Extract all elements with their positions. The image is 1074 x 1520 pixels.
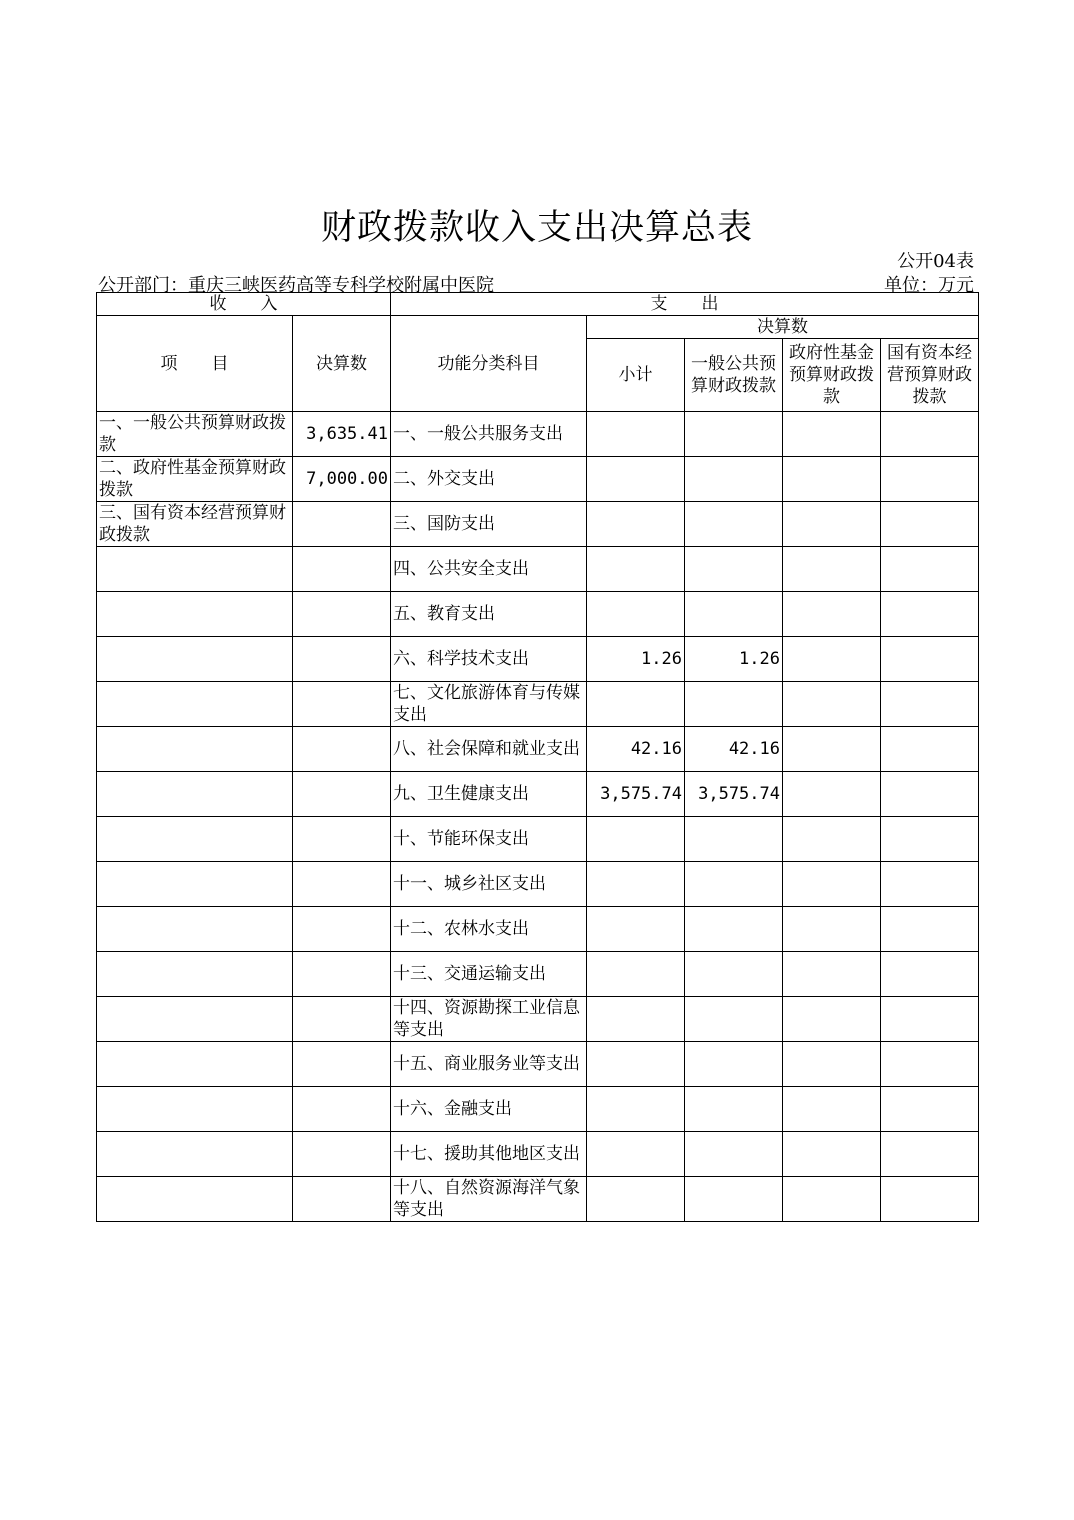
subtotal-cell: 42.16 xyxy=(587,727,685,772)
income-item-cell xyxy=(97,682,293,727)
subtotal-cell xyxy=(587,412,685,457)
category-cell: 十、节能环保支出 xyxy=(391,817,587,862)
subtotal-header: 小计 xyxy=(587,339,685,412)
category-cell: 九、卫生健康支出 xyxy=(391,772,587,817)
income-amount-cell xyxy=(293,772,391,817)
general-budget-cell xyxy=(685,682,783,727)
income-amount-cell xyxy=(293,727,391,772)
income-item-cell xyxy=(97,547,293,592)
category-cell: 四、公共安全支出 xyxy=(391,547,587,592)
general-budget-cell xyxy=(685,1177,783,1222)
general-budget-cell xyxy=(685,1042,783,1087)
general-budget-cell xyxy=(685,412,783,457)
table-row xyxy=(97,1087,979,1132)
fund-budget-cell xyxy=(783,412,881,457)
state-capital-cell xyxy=(881,592,979,637)
general-budget-cell xyxy=(685,997,783,1042)
table-row xyxy=(97,1177,979,1222)
subtotal-cell: 1.26 xyxy=(587,637,685,682)
general-budget-cell xyxy=(685,1087,783,1132)
subtotal-cell xyxy=(587,952,685,997)
income-item-cell xyxy=(97,1177,293,1222)
category-cell: 八、社会保障和就业支出 xyxy=(391,727,587,772)
fund-budget-header: 政府性基金预算财政拨款 xyxy=(783,339,881,412)
state-capital-cell xyxy=(881,457,979,502)
income-item-cell xyxy=(97,1132,293,1177)
table-row xyxy=(97,592,979,637)
form-number: 公开04表 xyxy=(897,251,974,272)
subtotal-cell xyxy=(587,457,685,502)
income-amount-cell xyxy=(293,502,391,547)
state-capital-header: 国有资本经营预算财政拨款 xyxy=(881,339,979,412)
fund-budget-cell xyxy=(783,772,881,817)
table-row xyxy=(97,457,979,502)
category-cell: 十一、城乡社区支出 xyxy=(391,862,587,907)
subtotal-cell xyxy=(587,1177,685,1222)
income-amount-cell xyxy=(293,1132,391,1177)
appropriation-summary-table xyxy=(96,292,979,1222)
income-item-cell xyxy=(97,772,293,817)
income-item-cell xyxy=(97,1042,293,1087)
fund-budget-cell xyxy=(783,682,881,727)
income-item-cell xyxy=(97,862,293,907)
general-budget-cell xyxy=(685,907,783,952)
income-amount-cell xyxy=(293,682,391,727)
income-amount-cell xyxy=(293,817,391,862)
table-row xyxy=(97,682,979,727)
fund-budget-cell xyxy=(783,1042,881,1087)
state-capital-cell xyxy=(881,1132,979,1177)
income-item-cell: 三、国有资本经营预算财政拨款 xyxy=(97,502,293,547)
state-capital-cell xyxy=(881,727,979,772)
fund-budget-cell xyxy=(783,1087,881,1132)
category-cell: 十四、资源勘探工业信息等支出 xyxy=(391,997,587,1042)
general-budget-cell xyxy=(685,547,783,592)
category-cell: 五、教育支出 xyxy=(391,592,587,637)
table-row xyxy=(97,952,979,997)
fund-budget-cell xyxy=(783,952,881,997)
fund-budget-cell xyxy=(783,457,881,502)
income-amount-cell xyxy=(293,952,391,997)
state-capital-cell xyxy=(881,502,979,547)
subtotal-cell xyxy=(587,997,685,1042)
income-item-cell: 一、一般公共预算财政拨款 xyxy=(97,412,293,457)
state-capital-cell xyxy=(881,547,979,592)
table-row xyxy=(97,1132,979,1177)
fund-budget-cell xyxy=(783,907,881,952)
expense-header: 支 出 xyxy=(391,293,979,316)
subtotal-cell xyxy=(587,547,685,592)
fund-budget-cell xyxy=(783,862,881,907)
general-budget-cell: 42.16 xyxy=(685,727,783,772)
amount-header: 决算数 xyxy=(293,316,391,412)
unit-label: 单位：万元 xyxy=(884,275,974,296)
state-capital-cell xyxy=(881,1177,979,1222)
category-cell: 十三、交通运输支出 xyxy=(391,952,587,997)
table-row xyxy=(97,907,979,952)
category-cell: 十八、自然资源海洋气象等支出 xyxy=(391,1177,587,1222)
income-item-cell xyxy=(97,997,293,1042)
income-amount-cell xyxy=(293,997,391,1042)
income-amount-cell xyxy=(293,907,391,952)
income-amount-cell xyxy=(293,637,391,682)
fund-budget-cell xyxy=(783,817,881,862)
category-cell: 十六、金融支出 xyxy=(391,1087,587,1132)
table-row xyxy=(97,997,979,1042)
category-cell: 七、文化旅游体育与传媒支出 xyxy=(391,682,587,727)
subtotal-cell xyxy=(587,907,685,952)
general-budget-cell xyxy=(685,502,783,547)
fund-budget-cell xyxy=(783,547,881,592)
table-row xyxy=(97,727,979,772)
general-budget-header: 一般公共预算财政拨款 xyxy=(685,339,783,412)
fund-budget-cell xyxy=(783,997,881,1042)
table-row xyxy=(97,817,979,862)
final-accounts-header: 决算数 xyxy=(587,316,979,339)
item-header: 项 目 xyxy=(97,316,293,412)
state-capital-cell xyxy=(881,1087,979,1132)
fund-budget-cell xyxy=(783,1132,881,1177)
subtotal-cell xyxy=(587,592,685,637)
fund-budget-cell xyxy=(783,502,881,547)
state-capital-cell xyxy=(881,907,979,952)
category-cell: 十七、援助其他地区支出 xyxy=(391,1132,587,1177)
department-label: 公开部门：重庆三峡医药高等专科学校附属中医院 xyxy=(98,275,494,296)
income-amount-cell: 7,000.00 xyxy=(293,457,391,502)
category-cell: 六、科学技术支出 xyxy=(391,637,587,682)
general-budget-cell xyxy=(685,457,783,502)
state-capital-cell xyxy=(881,1042,979,1087)
state-capital-cell xyxy=(881,952,979,997)
income-item-cell xyxy=(97,727,293,772)
income-item-cell: 二、政府性基金预算财政拨款 xyxy=(97,457,293,502)
state-capital-cell xyxy=(881,997,979,1042)
income-item-cell xyxy=(97,637,293,682)
subtotal-cell xyxy=(587,682,685,727)
category-cell: 三、国防支出 xyxy=(391,502,587,547)
table-row xyxy=(97,502,979,547)
table-row xyxy=(97,1042,979,1087)
fund-budget-cell xyxy=(783,1177,881,1222)
income-item-cell xyxy=(97,1087,293,1132)
page-title: 财政拨款收入支出决算总表 xyxy=(320,208,753,248)
subtotal-cell xyxy=(587,1087,685,1132)
table-row xyxy=(97,862,979,907)
state-capital-cell xyxy=(881,682,979,727)
fund-budget-cell xyxy=(783,727,881,772)
table-row xyxy=(97,547,979,592)
income-amount-cell: 3,635.41 xyxy=(293,412,391,457)
general-budget-cell xyxy=(685,592,783,637)
income-amount-cell xyxy=(293,862,391,907)
income-header: 收 入 xyxy=(97,293,391,316)
function-category-header: 功能分类科目 xyxy=(391,316,587,412)
income-item-cell xyxy=(97,592,293,637)
state-capital-cell xyxy=(881,817,979,862)
fund-budget-cell xyxy=(783,592,881,637)
category-cell: 一、一般公共服务支出 xyxy=(391,412,587,457)
category-cell: 十五、商业服务业等支出 xyxy=(391,1042,587,1087)
subtotal-cell xyxy=(587,1042,685,1087)
subtotal-cell xyxy=(587,862,685,907)
state-capital-cell xyxy=(881,862,979,907)
general-budget-cell xyxy=(685,817,783,862)
table-row xyxy=(97,772,979,817)
income-amount-cell xyxy=(293,1042,391,1087)
state-capital-cell xyxy=(881,412,979,457)
subtotal-cell xyxy=(587,817,685,862)
income-amount-cell xyxy=(293,592,391,637)
table-row xyxy=(97,412,979,457)
income-amount-cell xyxy=(293,1087,391,1132)
general-budget-cell xyxy=(685,952,783,997)
subtotal-cell xyxy=(587,502,685,547)
general-budget-cell xyxy=(685,862,783,907)
income-item-cell xyxy=(97,907,293,952)
fund-budget-cell xyxy=(783,637,881,682)
income-amount-cell xyxy=(293,1177,391,1222)
category-cell: 二、外交支出 xyxy=(391,457,587,502)
state-capital-cell xyxy=(881,772,979,817)
category-cell: 十二、农林水支出 xyxy=(391,907,587,952)
income-item-cell xyxy=(97,952,293,997)
table-row xyxy=(97,637,979,682)
general-budget-cell xyxy=(685,1132,783,1177)
income-amount-cell xyxy=(293,547,391,592)
general-budget-cell: 1.26 xyxy=(685,637,783,682)
state-capital-cell xyxy=(881,637,979,682)
general-budget-cell: 3,575.74 xyxy=(685,772,783,817)
income-item-cell xyxy=(97,817,293,862)
subtotal-cell xyxy=(587,1132,685,1177)
subtotal-cell: 3,575.74 xyxy=(587,772,685,817)
